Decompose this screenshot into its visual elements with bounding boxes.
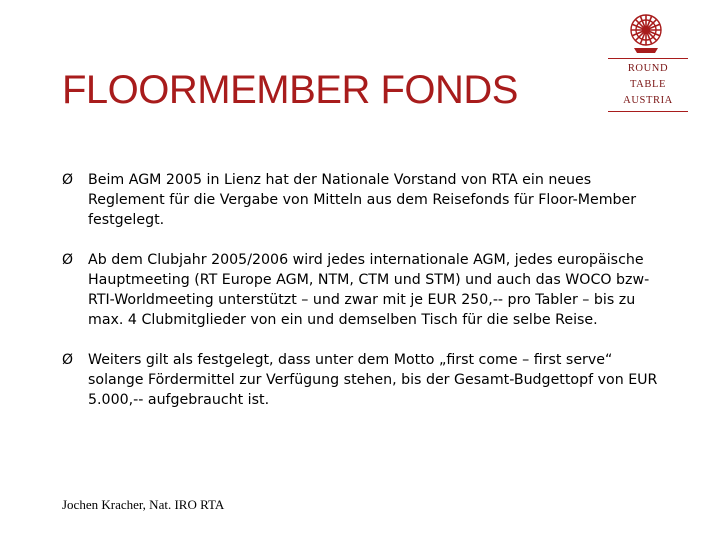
bullet-item [62, 250, 672, 330]
footer-author: Jochen Kracher, Nat. IRO RTA [62, 497, 225, 512]
bullet-text: Ab dem Clubjahr 2005/2006 wird jedes internationale AGM, jedes europäische Hauptmeeting (RT Europe AGM, NTM, CTM und STM) und auch das WOCO bzw- RTI-Worldmeeting unterstützt – und zwar mit je EUR 250,-- pro Tabler – bis zu max. 4 Clubmitglieder von ein und demselben Tisch für die selbe Reise. [88, 252, 650, 328]
logo-rule-bottom [608, 111, 688, 112]
logo-rule-top [608, 58, 688, 59]
bullet-item [62, 350, 672, 410]
arrow-bullet-icon: Ø [62, 172, 74, 188]
slide-title: FLOORMEMBER FONDS [62, 68, 518, 112]
arrow-bullet-icon: Ø [62, 352, 74, 368]
logo-word-austria: AUSTRIA [623, 95, 673, 106]
logo-word-table: TABLE [630, 79, 666, 90]
bullet-item [62, 170, 672, 230]
round-table-wheel-icon [628, 12, 664, 54]
bullet-text: Weiters gilt als festgelegt, dass unter dem Motto „first come – first serve“ solange Fördermittel zur Verfügung stehen, bis der Gesamt-Budgettopf von EUR 5.000,-- aufgebraucht ist. [88, 352, 658, 408]
bullet-list [62, 170, 672, 430]
round-table-austria-logo [600, 12, 692, 120]
logo-word-round: ROUND [627, 63, 669, 74]
bullet-text: Beim AGM 2005 in Lienz hat der Nationale Vorstand von RTA ein neues Reglement für die Vergabe von Mitteln aus dem Reisefonds für Floor-Member festgelegt. [88, 172, 637, 228]
arrow-bullet-icon: Ø [62, 252, 74, 268]
